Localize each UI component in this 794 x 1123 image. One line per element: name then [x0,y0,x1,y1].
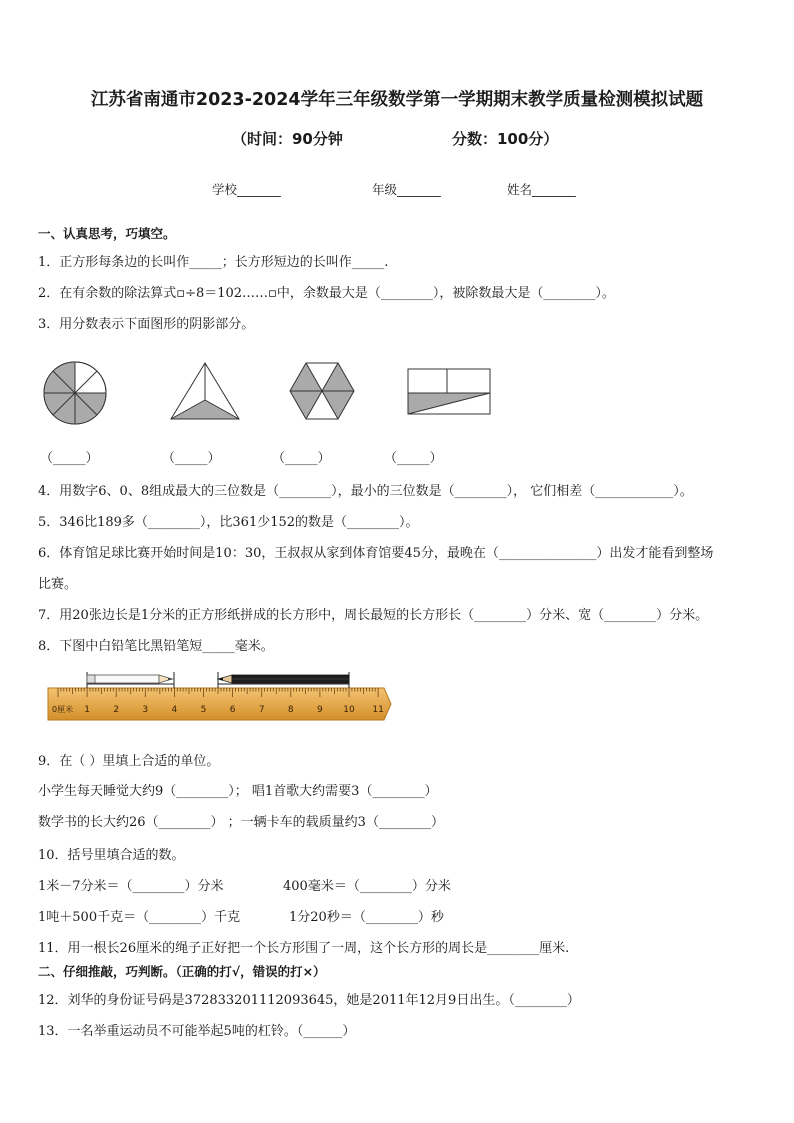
fraction-answer-4: （_____） [384,451,443,466]
ruler-tick-label: 4 [171,705,178,715]
question-10-d: 1分20秒＝（________）秒 [289,910,444,925]
school-field: 学校_______ [212,182,281,197]
shaded-circle-figure [40,358,110,428]
ruler-tick-label: 9 [317,705,323,715]
ruler-tick-label: 8 [287,705,294,715]
ruler-tick-label: 2 [113,705,120,715]
ruler-tick-label: 6 [229,705,236,715]
question-10-c: 1吨＋500千克＝（________）千克 [38,910,241,925]
ruler-unit-label: 0厘米 [52,705,74,714]
name-field: 姓名_______ [507,182,576,197]
shaded-triangle-figure [168,360,242,424]
grade-field: 年级_______ [372,182,441,197]
section-2-heading: 二、仔细推敲，巧判断。（正确的打√，错误的打×） [38,964,326,979]
section-1-heading: 一、认真思考，巧填空。 [38,226,176,241]
score-label: 分数：100分） [452,130,559,148]
shaded-rectangle-figure [406,366,492,418]
ruler-tick-label: 5 [200,705,207,715]
ruler-tick-label: 3 [142,705,149,715]
question-11: 11．用一根长26厘米的绳子正好把一个长方形围了一周，这个长方形的周长是________厘米. [38,941,570,956]
shaded-hexagon-figure [288,360,356,422]
ruler-tick-label: 1 [84,705,90,715]
question-4: 4．用数字6、0、8组成最大的三位数是（________），最小的三位数是（________）， 它们相差（____________）。 [38,484,693,499]
question-10-b: 400毫米＝（________）分米 [283,879,451,894]
page-title: 江苏省南通市2023-2024学年三年级数学第一学期期末教学质量检测模拟试题 [90,90,704,110]
ruler-tick-label: 7 [258,705,265,715]
ruler-pencil-figure [46,664,392,726]
question-9-line-a: 小学生每天睡觉大约9（________）； 唱1首歌大约需要3（________） [38,784,438,799]
black-pencil [218,675,349,683]
question-10: 10．括号里填合适的数。 [38,848,185,863]
ruler-tick-label: 10 [343,705,355,715]
fraction-answer-3: （_____） [272,451,331,466]
question-7: 7．用20张边长是1分米的正方形纸拼成的长方形中，周长最短的长方形长（________）分米、宽（________）分米。 [38,608,709,623]
question-12: 12．刘华的身份证号码是372833201112093645，她是2011年12月9日出生。（________） [38,993,580,1008]
fraction-answer-1: （_____） [40,451,99,466]
question-13: 13．一名举重运动员不可能举起5吨的杠铃。（______） [38,1024,356,1039]
question-1: 1．正方形每条边的长叫作_____；长方形短边的长叫作_____. [38,255,389,270]
question-6: 6．体育馆足球比赛开始时间是10：30，王叔叔从家到体育馆要45分，最晚在（_______________）出发才能看到整场 [38,546,714,561]
white-pencil [87,675,174,683]
fraction-answer-2: （_____） [162,451,221,466]
question-6-continued: 比赛。 [38,577,78,592]
question-3: 3．用分数表示下面图形的阴影部分。 [38,317,255,332]
question-5: 5．346比189多（________），比361少152的数是（________）。 [38,515,419,530]
time-label: （时间：90分钟 [232,130,343,148]
question-10-a: 1米－7分米＝（________）分米 [38,879,224,894]
question-2: 2．在有余数的除法算式▫÷8＝102……▫中，余数最大是（________），被除数最大是（________）。 [38,286,615,301]
question-8: 8．下图中白铅笔比黑铅笔短_____毫米。 [38,639,274,654]
ruler-tick-label: 11 [372,705,384,715]
question-9-line-b: 数学书的长大约26（________） ；一辆卡车的载质量约3（________） [38,815,444,830]
question-9: 9．在（ ）里填上合适的单位。 [38,754,220,769]
